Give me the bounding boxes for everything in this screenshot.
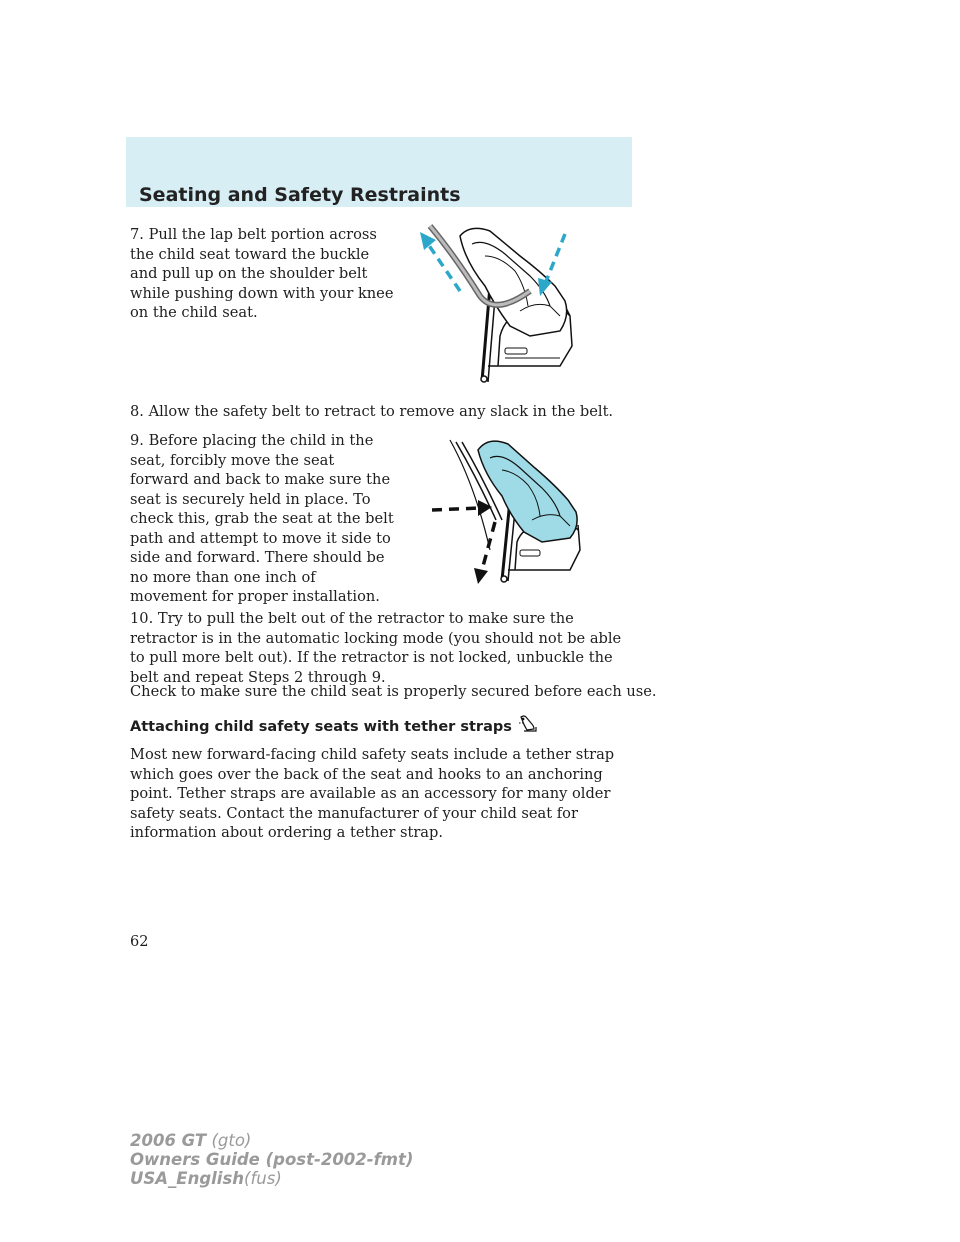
footer-model: 2006 GT xyxy=(130,1131,207,1150)
footer-guide: Owners Guide (post-2002-fmt) xyxy=(130,1150,414,1169)
step-8-text: 8. Allow the safety belt to retract to remove any slack in the belt. xyxy=(130,403,614,420)
check-text: Check to make sure the child seat is properly secured before each use. xyxy=(130,683,657,700)
footer-model-code: (gto) xyxy=(211,1131,252,1150)
section-title: Seating and Safety Restraints xyxy=(139,184,461,206)
child-seat-tether-icon xyxy=(517,713,539,735)
tether-text: Most new forward-facing child safety seats include a tether strap which goes over the back of the seat and hooks to an anchoring point. Tether straps are available as an accessory for many older safety seats. Contact the manufacturer of your child seat for information about ordering a tether strap. xyxy=(130,746,615,841)
child-seat-belt-figure xyxy=(410,216,585,391)
step-10-text: 10. Try to pull the belt out of the retractor to make sure the retractor is in the automatic locking mode (you should not be able to pull more belt out). If the retractor is not locked, unbuckle the belt and repeat Steps 2 through 9. xyxy=(130,610,622,686)
tether-heading xyxy=(130,713,539,735)
page-number: 62 xyxy=(130,934,149,950)
tether-heading-text: Attaching child safety seats with tether straps xyxy=(130,719,512,735)
step-9-text: 9. Before placing the child in the seat, forcibly move the seat forward and back to make sure the seat is securely held in place. To check this, grab the seat at the belt path and attempt to move it side to side and forward. There should be no more than one inch of movement for proper installation. xyxy=(130,432,394,605)
footer-language-code: (fus) xyxy=(244,1169,282,1188)
child-seat-movement-figure xyxy=(420,430,590,590)
footer-language: USA_English xyxy=(130,1169,245,1188)
footer xyxy=(130,1131,413,1188)
step-7-text: 7. Pull the lap belt portion across the child seat toward the buckle and pull up on the shoulder belt while pushing down with your knee on the child seat. xyxy=(130,226,394,321)
